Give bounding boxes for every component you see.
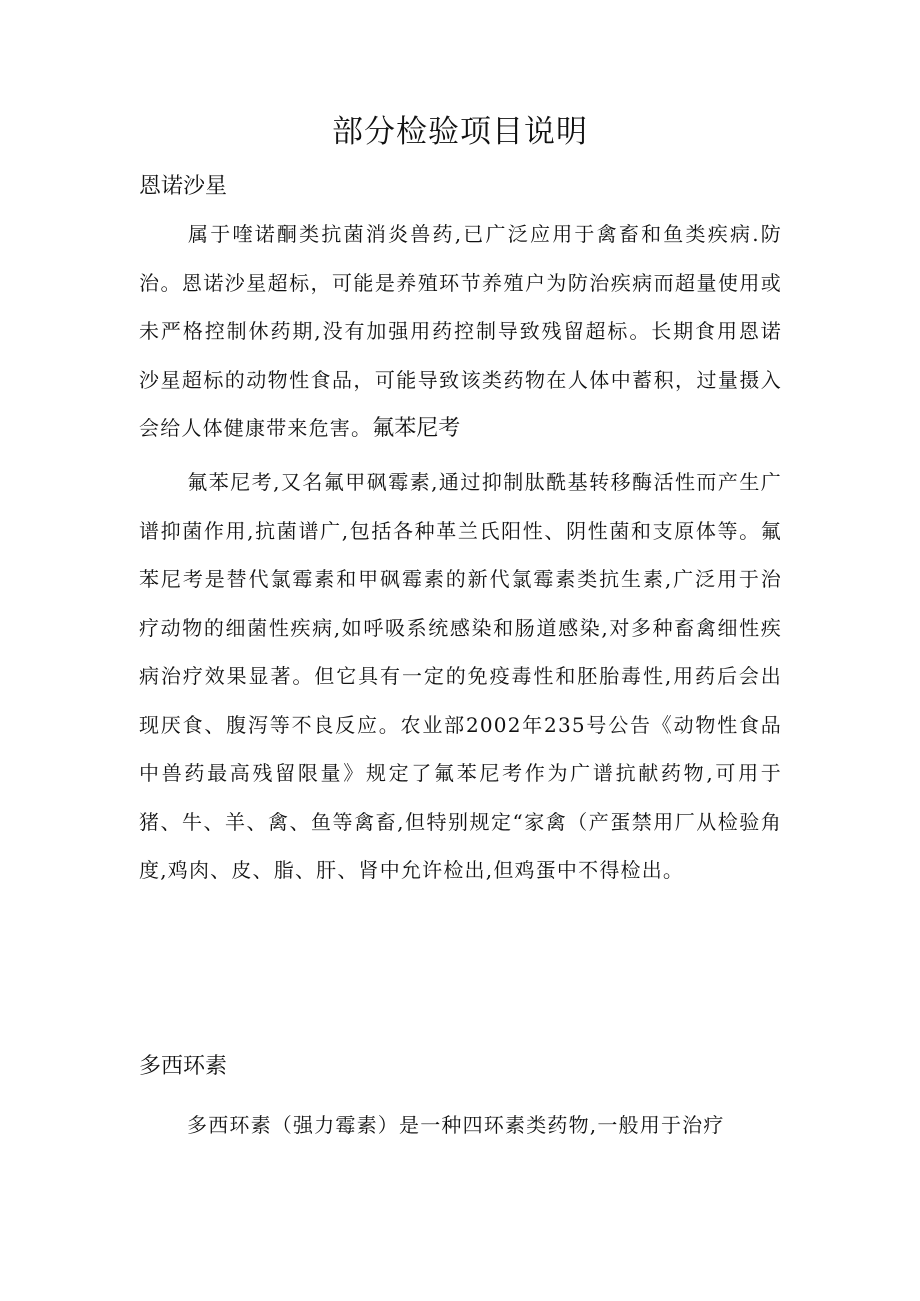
section-paragraph-enrofloxacin [139,210,782,454]
paragraph-text: 氟苯尼考,又名氟甲砜霉素,通过抑制肽酰基转移酶活性而产生广谱抑菌作用,抗菌谱广,包括各种革兰氏阳性、阴性菌和支原体等。氟苯尼考是替代氯霉素和甲砜霉素的新代氯霉素类抗生素,广泛用于治疗动物的细菌性疾病,如呼吸系统感染和肠道感染,对多种畜禽细性疾病治疗效果显著。但它具有一定的免疫毒性和胚胎毒性,用药后会出现厌食、腹泻等不良反应。农业部2002年235号公告《动物性食品中兽药最高残留限量》规定了氟苯尼考作为广谱抗献药物,可用于猪、牛、羊、禽、鱼等禽畜,但特别规定“家禽（产蛋禁用厂从检验角度,鸡肉、皮、脂、肝、肾中允许检出,但鸡蛋中不得检出。 [139,470,782,882]
section-heading-florfenicol: 氟苯尼考 [372,416,461,441]
section-paragraph-doxycycline [139,1101,782,1150]
section-heading-doxycycline: 多西环素 [139,1054,228,1079]
paragraph-text: 属于喹诺酮类抗菌消炎兽药,已广泛应用于禽畜和鱼类疾病.防治。恩诺沙星超标，可能是养殖环节养殖户为防治疾病而超量使用或未严格控制休药期,没有加强用药控制导致残留超标。长期食用恩诺沙星超标的动物性食品，可能导致该类药物在人体中蓄积，过量摄入会给人体健康带来危害。 [139,222,782,440]
section-heading-enrofloxacin: 恩诺沙星 [139,174,228,199]
section-paragraph-florfenicol [139,458,782,895]
document-title: 部分检验项目说明 [332,114,588,150]
paragraph-text: 多西环素（强力霉素）是一种四环素类药物,一般用于治疗 [187,1113,725,1137]
